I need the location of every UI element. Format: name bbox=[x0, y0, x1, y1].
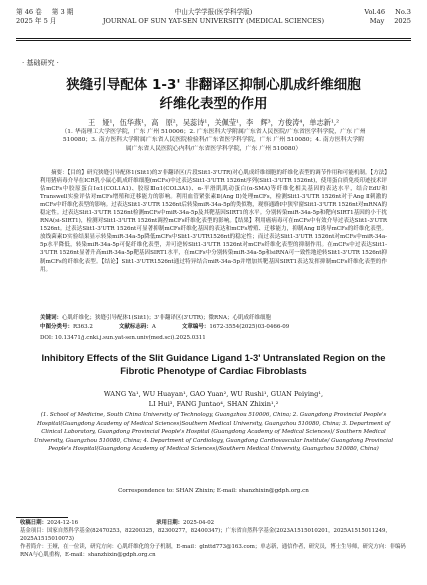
authors-en-line-1: WANG Ya¹, WU Huayan¹, GAO Yuan², WU Rushi¹, GUAN Peiying¹, bbox=[103, 390, 324, 398]
accepted-label: 录用日期： bbox=[156, 520, 184, 526]
authors-en-line-2: LI Hui³, FANG Juntao⁴, SHAN Zhixin¹,² bbox=[148, 399, 279, 408]
keywords-cn bbox=[40, 314, 387, 322]
journal-cn: 中山大学学报(医学科学版) bbox=[174, 8, 253, 16]
received-value: 2024-12-16 bbox=[46, 520, 79, 526]
title-cn bbox=[16, 76, 411, 114]
keywords-label: 关键词： bbox=[40, 315, 63, 321]
month-en: May bbox=[369, 17, 385, 25]
article-no-value: 1672-3554(2025)03-0466-09 bbox=[209, 324, 290, 330]
received-label: 收稿日期： bbox=[20, 520, 47, 526]
clc-label: 中图分类号： bbox=[40, 324, 74, 330]
doc-code-label: 文献标志码： bbox=[118, 324, 152, 330]
clc-value: R363.2 bbox=[73, 324, 93, 330]
section-tag: · 基础研究 · bbox=[22, 59, 59, 67]
classification-row bbox=[40, 323, 387, 331]
received-date bbox=[20, 519, 78, 527]
doc-code-item bbox=[119, 323, 156, 331]
running-header bbox=[16, 8, 411, 36]
clc-item bbox=[40, 323, 93, 331]
affiliations-cn bbox=[36, 128, 391, 153]
title-cn-line-1: 狭缝引导配体 1-3' 非翻译区抑制心肌成纤维细胞 bbox=[66, 77, 361, 93]
affiliations-en: (1. School of Medicine, South China University of Technology, Guangzhou 510006, China; 2. Guangdong Provincial People's Hospital(Guangdong Academy of Medical Sciences)Southern Medical University, Guangzhou 510080, China; 3. Department of Clinical Laboratory, Guangdong Provincial People's Hospital (Guangdong Academy of Medical Sciences)/ Southern Medical University, Guangzhou 510080, China; 4. Department of Cardiology, Guangdong Cardiovascular Institute/ Guangdong Provincial People's Hospital(Guangdong Academy of Medical Sciences)/Southern Medical University, Guangzhou 510080, China) bbox=[34, 412, 393, 452]
footnote-rule bbox=[16, 517, 68, 518]
article-no-label: 文章编号： bbox=[181, 324, 210, 330]
keywords-text: 心肌纤维化；狭缝引导配体1(Slit1)；3'非翻译区(3'UTR)；微RNA；心肌成纤维细胞 bbox=[62, 315, 271, 321]
volume-en: Vol.46 bbox=[364, 8, 386, 16]
fund-note: 基金项目：国家自然科学基金(82470253，82200325，82300277，82400347)；广东省自然科学基金(2023A1515010201，2025A1515011249，2025A1515010073) bbox=[20, 528, 391, 542]
header-right bbox=[364, 8, 411, 26]
year-en: 2025 bbox=[394, 17, 411, 25]
affiliation-cn-line: （1. 华南理工大学医学院，广东 广州 510006；2. 广东医科大学附属广东省人民医院/广东省医学科学院，广东 广州 bbox=[61, 129, 366, 135]
affiliation-cn-line: 属广东省人民医院心内科/广东省医学科学院，广东 广州 510080） bbox=[125, 145, 302, 152]
author-bio-note: 作者简介：王娅，在一位读，研究方向：心肌纤维化的分子机制，E-mail：glnttd773@163.com；单志新，通信作者，研究员，博士生导师，研究方向：非编码RNA与心肌重构，E-mail：shanzhixin@gdph.org.cn bbox=[20, 544, 406, 558]
issue-en: No.3 bbox=[395, 8, 411, 16]
footnote-dates bbox=[20, 519, 407, 527]
authors-cn: 王 娅¹，伍华燕¹，高 原²，吴蕊诗¹，关佩莹¹，李 辉³，方俊涛⁴，单志新¹,² bbox=[87, 118, 340, 127]
header-rule bbox=[16, 38, 411, 39]
authors-en bbox=[16, 390, 411, 409]
journal-en: JOURNAL OF SUN YAT-SEN UNIVERSITY (MEDICAL SCIENCES) bbox=[102, 17, 325, 25]
footnotes bbox=[20, 519, 407, 559]
year-month-cn: 2025 年 5 月 bbox=[16, 17, 57, 25]
correspondence-en: Correspondence to: SHAN Zhixin; E-mail: shanzhixin@gdph.org.cn bbox=[118, 488, 309, 494]
header-rule-thin bbox=[16, 40, 411, 41]
accepted-date bbox=[156, 519, 214, 527]
abstract-cn-text: 摘要：【目的】研究狭缝引导配体1(Slit1)的3'非翻译区(片段Slit1-3'UTR)对心肌成纤维细胞的纤维化表型的调节作用和可能机制。【方法】利用猪病毒介导在ICR乳小鼠心肌成纤维细胞(mCFs)中过表达Slit1-3'UTR 1526nt序列(Slit1-3'UTR 1526nt)，使用蛋白质免疫印迹技术评估mCFs中胶原蛋白Ⅰα1(COL1A1)、胶原Ⅲα1(COL3A1)、α-平滑肌肌动蛋白(α-SMA)等纤维化相关基因的表达水平，结合EdU和Transwell实验评估对mCFs增殖和迁移能力的影响。利用血管紧张素Ⅱ(Ang Ⅱ)处理mCFs，检测Slit1-3'UTR 1526nt对于Ang Ⅱ刺激的mCFs中纤维化表型的影响。过表达Slit1-3'UTR 1526nt后转染miR-34a-5p的类似物，观察通路Ⅰ中狭窄窗Slit1-3'UTR 1526nt对mRNA的稳定性。过表达Slit1-3'UTR 1526nt检测mCFs中miR-34a-5p及其靶基因SIRT1的水平。分别转染miR-34a-5p和靶向SIRT1基因的小干扰RNA(si-SIRT1)，检测对Slit1-3'UTR 1526nt调控mCFs纤维化表型的影响。【结果】利用癌病毒可在mCFs中有效介导过表达Slit1-3'UTR 1526nt。过表达Slit1-3'UTR 1526nt可显著抑制mCFs纤维化基因的表达和mCFs增殖、迁移能力，抑制Ang Ⅱ诱导mCFs的纤维化表型。放线菌素D实验结果显示转染miR-34a-5p降低mCFs中Slit1-3'UTR1526nt的稳定性；而过表达Slit1-3'UTR 1526nt对mCFs中miR-34a-5p水平降低，转染miR-34a-5p可促纤维化表型，并可逆转Slit1-3'UTR 1526nt对mCFs纤维化表型的抑制作用。在mCFs中过表达Slit1-3'UTR 1526nt显著升高miR-34a-5p靶基因SIRT1水平，在mCFs中分别转染miR-34a-5p和siRNA可一致性地逆转Slit1-3'UTR 1526nt抑制mCFs的纤维化表型。【结论】Slit1-3'UTR1526nt通过特异结合miR-34a-5p并增加其靶基因SIRT1表达发挥抑制mCFs纤维化表型的作用。 bbox=[40, 170, 387, 273]
title-cn-line-2: 纤维化表型的作用 bbox=[159, 96, 268, 112]
volume-cn: 第 46 卷 bbox=[16, 8, 42, 16]
header-center bbox=[16, 8, 411, 26]
doc-code-value: A bbox=[151, 324, 156, 330]
title-en: Inhibitory Effects of the Slit Guidance Ligand 1-3' Untranslated Region on the Fibrotic Phenotype of Cardiac Fibroblasts bbox=[41, 352, 386, 376]
doi: DOI: 10.13471/j.cnki.j.sun.yat-sen.univ(med.sci).2025.0311 bbox=[40, 335, 206, 341]
abstract-cn bbox=[40, 169, 387, 274]
issue-cn: 第 3 期 bbox=[51, 8, 74, 16]
accepted-value: 2025-04-02 bbox=[183, 520, 215, 526]
affiliation-cn-line: 510080；3. 南方医科大学附属广东省人民医院检验科/广东省医学科学院，广东 广州 510080；4. 南方医科大学附 bbox=[62, 137, 365, 144]
article-no-item bbox=[182, 323, 289, 331]
